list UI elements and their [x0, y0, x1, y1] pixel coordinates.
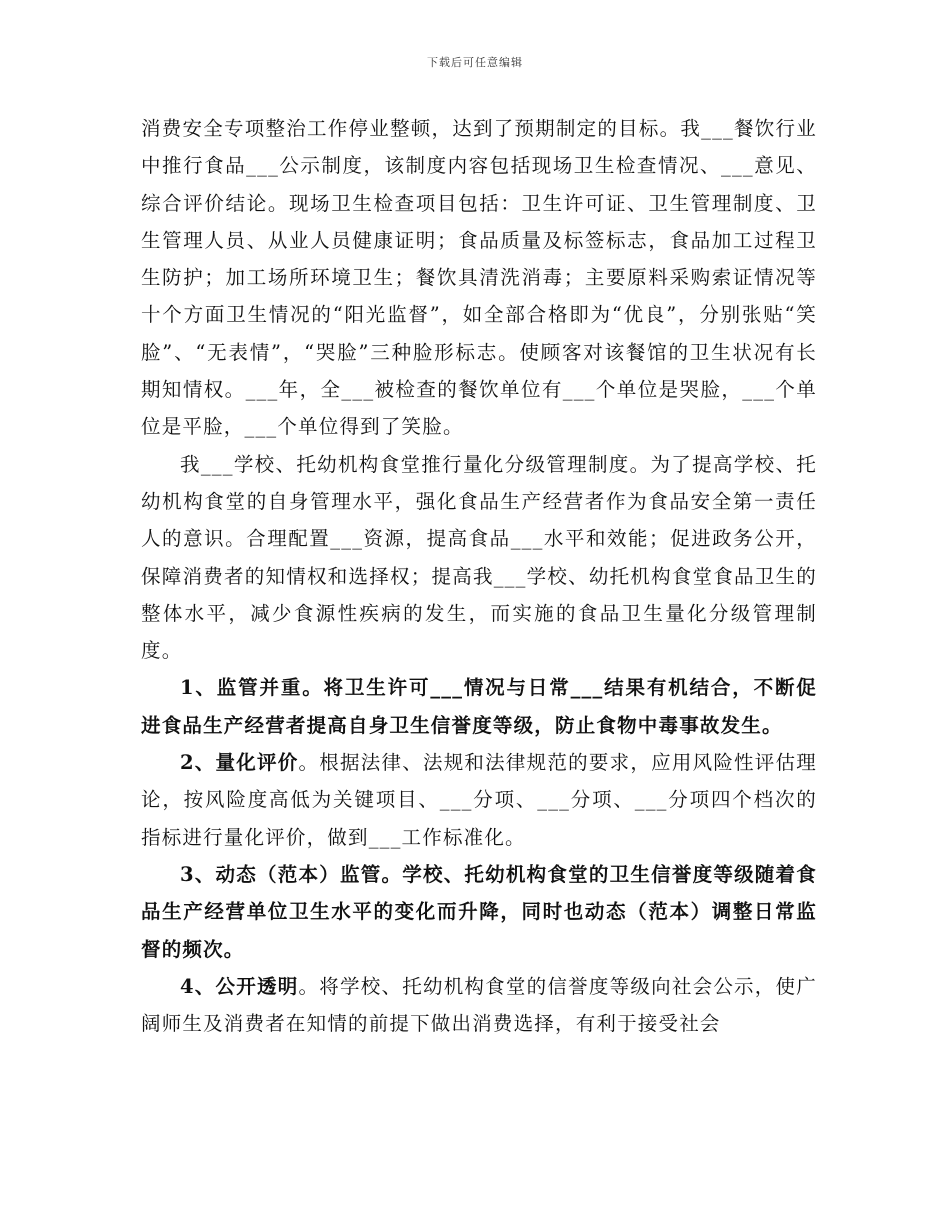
paragraph-4-text: 。根据法律、法规和法律规范的要求，应用风险性评估理论，按风险度高低为关键项目、___分项、___分项、___分项四个档次的指标进行量化评价，做到___工作标准化。 [141, 751, 817, 849]
paragraph-3 [141, 669, 817, 744]
paragraph-5 [141, 856, 817, 968]
paragraph-6-lead: 4、公开透明 [180, 974, 299, 998]
paragraph-4-lead: 2、量化评价 [180, 751, 299, 775]
paragraph-1 [141, 110, 817, 446]
paragraph-6-text: 。将学校、托幼机构食堂的信誉度等级向社会公示，使广阔师生及消费者在知情的前提下做出消费选择，有利于接受社会 [141, 974, 817, 1036]
paragraph-2-text: 我___学校、托幼机构食堂推行量化分级管理制度。为了提高学校、托幼机构食堂的自身管理水平，强化食品生产经营者作为食品安全第一责任人的意识。合理配置___资源，提高食品___水平和效能；促进政务公开，保障消费者的知情权和选择权；提高我___学校、幼托机构食堂食品卫生的整体水平，减少食源性疾病的发生，而实施的食品卫生量化分级管理制度。 [141, 452, 817, 663]
paragraph-4 [141, 744, 817, 856]
document-body [141, 110, 817, 1042]
page-header-note: 下载后可任意编辑 [427, 56, 523, 69]
paragraph-6 [141, 968, 817, 1043]
paragraph-1-text: 消费安全专项整治工作停业整顿，达到了预期制定的目标。我___餐饮行业中推行食品___公示制度，该制度内容包括现场卫生检查情况、___意见、综合评价结论。现场卫生检查项目包括：卫生许可证、卫生管理制度、卫生管理人员、从业人员健康证明；食品质量及标签标志，食品加工过程卫生防护；加工场所环境卫生；餐饮具清洗消毒；主要原料采购索证情况等十个方面卫生情况的“阳光监督”，如全部合格即为“优良”，分别张贴“笑脸”、“无表情”，“哭脸”三种脸形标志。使顾客对该餐馆的卫生状况有长期知情权。___年，全___被检查的餐饮单位有___个单位是哭脸，___个单位是平脸，___个单位得到了笑脸。 [141, 117, 817, 439]
paragraph-2 [141, 446, 817, 670]
paragraph-5-text: 3、动态（范本）监管。学校、托幼机构食堂的卫生信誉度等级随着食品生产经营单位卫生水平的变化而升降，同时也动态（范本）调整日常监督的频次。 [141, 862, 817, 961]
paragraph-3-text: 1、监管并重。将卫生许可___情况与日常___结果有机结合，不断促进食品生产经营者提高自身卫生信誉度等级，防止食物中毒事故发生。 [141, 676, 817, 737]
